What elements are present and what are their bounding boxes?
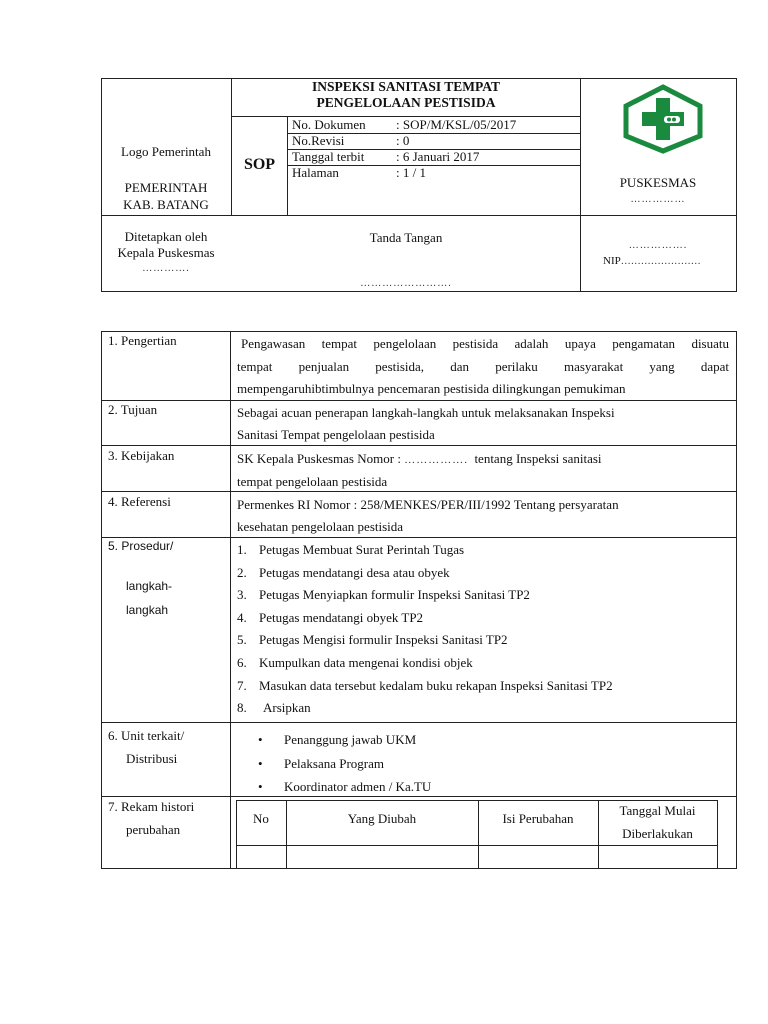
unit-item-text: Pelaksana Program <box>284 755 385 771</box>
pengertian-line2: tempat penjualan pestisida, dan perilaku masyarakat yang dapat <box>237 358 729 374</box>
step-text: Petugas Membuat Surat Perintah Tugas <box>259 542 465 557</box>
doc-field-value: : SOP/M/KSL/05/2017 <box>396 117 517 132</box>
title-line2: PENGELOLAAN PESTISIDA <box>316 95 496 110</box>
tanda-tangan-label: Tanda Tangan <box>369 230 443 245</box>
body-col-border <box>230 331 231 869</box>
tanda-tangan-dots: ……………………. <box>360 278 452 289</box>
doc-field-label: Halaman <box>292 165 339 180</box>
step-text: Petugas Mengisi formulir Inspeksi Sanitasi TP2 <box>259 632 508 648</box>
ditetapkan-line2: Kepala Puskesmas <box>117 245 215 260</box>
list-item <box>237 629 729 652</box>
list-item <box>237 562 729 585</box>
kebijakan-suffix: tentang Inspeksi sanitasi <box>474 451 602 466</box>
body-top-border <box>101 331 737 332</box>
kebijakan-prefix: SK Kepala Puskesmas Nomor : <box>237 451 405 466</box>
list-item <box>237 675 729 698</box>
pengertian-text <box>237 333 729 401</box>
kebijakan-line2: tempat pengelolaan pestisida <box>237 474 388 489</box>
doc-field-row <box>292 117 582 133</box>
section-label-unit: 6. Unit terkait/ <box>108 728 185 743</box>
section-label-langkah2: langkah <box>126 603 169 617</box>
referensi-text <box>237 494 729 538</box>
referensi-line1: Permenkes RI Nomor : 258/MENKES/PER/III/1992 Tentang persyaratan <box>237 497 619 512</box>
list-item <box>258 775 718 799</box>
history-col-tanggal-line2: Diberlakukan <box>622 826 693 841</box>
doc-field-row <box>292 165 582 181</box>
history-col-tanggal-line1: Tanggal Mulai <box>619 803 696 818</box>
step-number: 6. <box>237 654 247 670</box>
history-col-border <box>717 800 718 869</box>
section-label-prosedur: 5. Prosedur/ <box>108 539 174 553</box>
unit-list <box>258 728 718 799</box>
section-label-tujuan: 2. Tujuan <box>108 402 158 417</box>
sop-label: SOP <box>243 156 276 173</box>
kebijakan-dots: ……………. <box>404 454 468 466</box>
gov-name-line2: KAB. BATANG <box>123 197 209 212</box>
ditetapkan-dots: …………. <box>142 263 190 274</box>
row-border <box>101 722 737 723</box>
history-col-no: No <box>253 811 269 826</box>
nip-label: NIP <box>603 255 621 267</box>
ditetapkan-line1: Ditetapkan oleh <box>124 229 208 244</box>
doc-field-row <box>292 149 582 165</box>
unit-item-text: Penanggung jawab UKM <box>284 732 417 747</box>
bullet-icon: • <box>258 755 263 771</box>
list-item <box>237 607 729 630</box>
puskesmas-dots: …………… <box>630 194 686 205</box>
tujuan-text <box>237 402 729 446</box>
bullet-icon: • <box>258 732 263 747</box>
tujuan-line1: Sebagai acuan penerapan langkah-langkah untuk melaksanakan Inspeksi <box>237 405 615 420</box>
step-text: Kumpulkan data mengenai kondisi objek <box>259 654 473 670</box>
list-item <box>258 752 718 776</box>
section-label-referensi: 4. Referensi <box>108 494 171 509</box>
header-right-border <box>736 78 737 292</box>
step-text: Masukan data tersebut kedalam buku rekapan Inspeksi Sanitasi TP2 <box>259 677 613 693</box>
bullet-icon: • <box>258 779 263 794</box>
section-label-perubahan: perubahan <box>126 822 181 837</box>
section-label-langkah1: langkah- <box>126 579 173 593</box>
puskesmas-label: PUSKESMAS <box>619 175 697 190</box>
history-col-isi: Isi Perubahan <box>502 811 574 826</box>
doc-field-label: No. Dokumen <box>292 117 366 132</box>
nama-dots: ……………. <box>628 240 688 251</box>
body-left-border <box>101 331 102 869</box>
history-col-tanggal <box>598 799 717 845</box>
pengertian-line3: mempengaruhibtimbulnya pencemaran pestisida dilingkungan pemukiman <box>237 381 626 396</box>
step-text: Arsipkan <box>263 700 311 716</box>
nip-line <box>603 255 701 267</box>
list-item <box>258 728 718 752</box>
doc-field-row <box>292 133 582 149</box>
prosedur-steps <box>237 539 729 720</box>
title-line1: INSPEKSI SANITASI TEMPAT <box>311 79 501 94</box>
step-number: 1. <box>237 542 247 557</box>
referensi-line2: kesehatan pengelolaan pestisida <box>237 519 404 534</box>
doc-field-value: : 6 Januari 2017 <box>396 149 480 164</box>
step-number: 3. <box>237 587 247 603</box>
tujuan-line2: Sanitasi Tempat pengelolaan pestisida <box>237 427 435 442</box>
gov-name-line1: PEMERINTAH <box>124 180 208 195</box>
doc-field-value: : 1 / 1 <box>396 165 426 180</box>
step-text: Petugas mendatangi obyek TP2 <box>259 609 424 625</box>
doc-field-label: No.Revisi <box>292 133 345 148</box>
header-bottom-border <box>101 291 737 292</box>
doc-field-value: : 0 <box>396 133 410 148</box>
step-text: Petugas mendatangi desa atau obyek <box>259 564 450 580</box>
step-number: 2. <box>237 564 247 580</box>
unit-item-text: Koordinator admen / Ka.TU <box>284 779 432 794</box>
step-number: 7. <box>237 677 247 693</box>
logo-pemerintah-label: Logo Pemerintah <box>121 144 211 159</box>
pengertian-line1: Pengawasan tempat pengelolaan pestisida adalah upaya pengamatan disuatu <box>241 336 729 351</box>
list-item <box>237 697 729 720</box>
step-text: Petugas Menyiapkan formulir Inspeksi Sanitasi TP2 <box>259 587 530 603</box>
section-label-rekam: 7. Rekam histori <box>108 799 195 814</box>
sop-col-border <box>287 116 288 216</box>
history-mid-border <box>236 845 718 846</box>
history-col-diubah: Yang Diubah <box>347 811 417 826</box>
list-item <box>237 584 729 607</box>
body-right-border <box>736 331 737 869</box>
history-bottom-border <box>236 868 718 869</box>
kebijakan-text <box>237 448 729 493</box>
section-label-pengertian: 1. Pengertian <box>108 333 177 348</box>
section-label-kebijakan: 3. Kebijakan <box>108 448 175 463</box>
step-number: 4. <box>237 609 247 625</box>
nip-dots: …………………… <box>620 256 701 267</box>
header-mid-border <box>101 215 737 216</box>
doc-field-label: Tanggal terbit <box>292 149 365 164</box>
section-label-distribusi: Distribusi <box>126 751 178 766</box>
kebijakan-line1 <box>237 448 729 471</box>
step-number: 5. <box>237 632 247 648</box>
ditetapkan-block <box>101 229 231 277</box>
puskesmas-logo-icon <box>622 84 704 154</box>
document-title <box>231 78 581 111</box>
list-item <box>237 539 729 562</box>
list-item <box>237 652 729 675</box>
doc-fields <box>292 117 582 181</box>
step-number: 8. <box>237 700 247 716</box>
